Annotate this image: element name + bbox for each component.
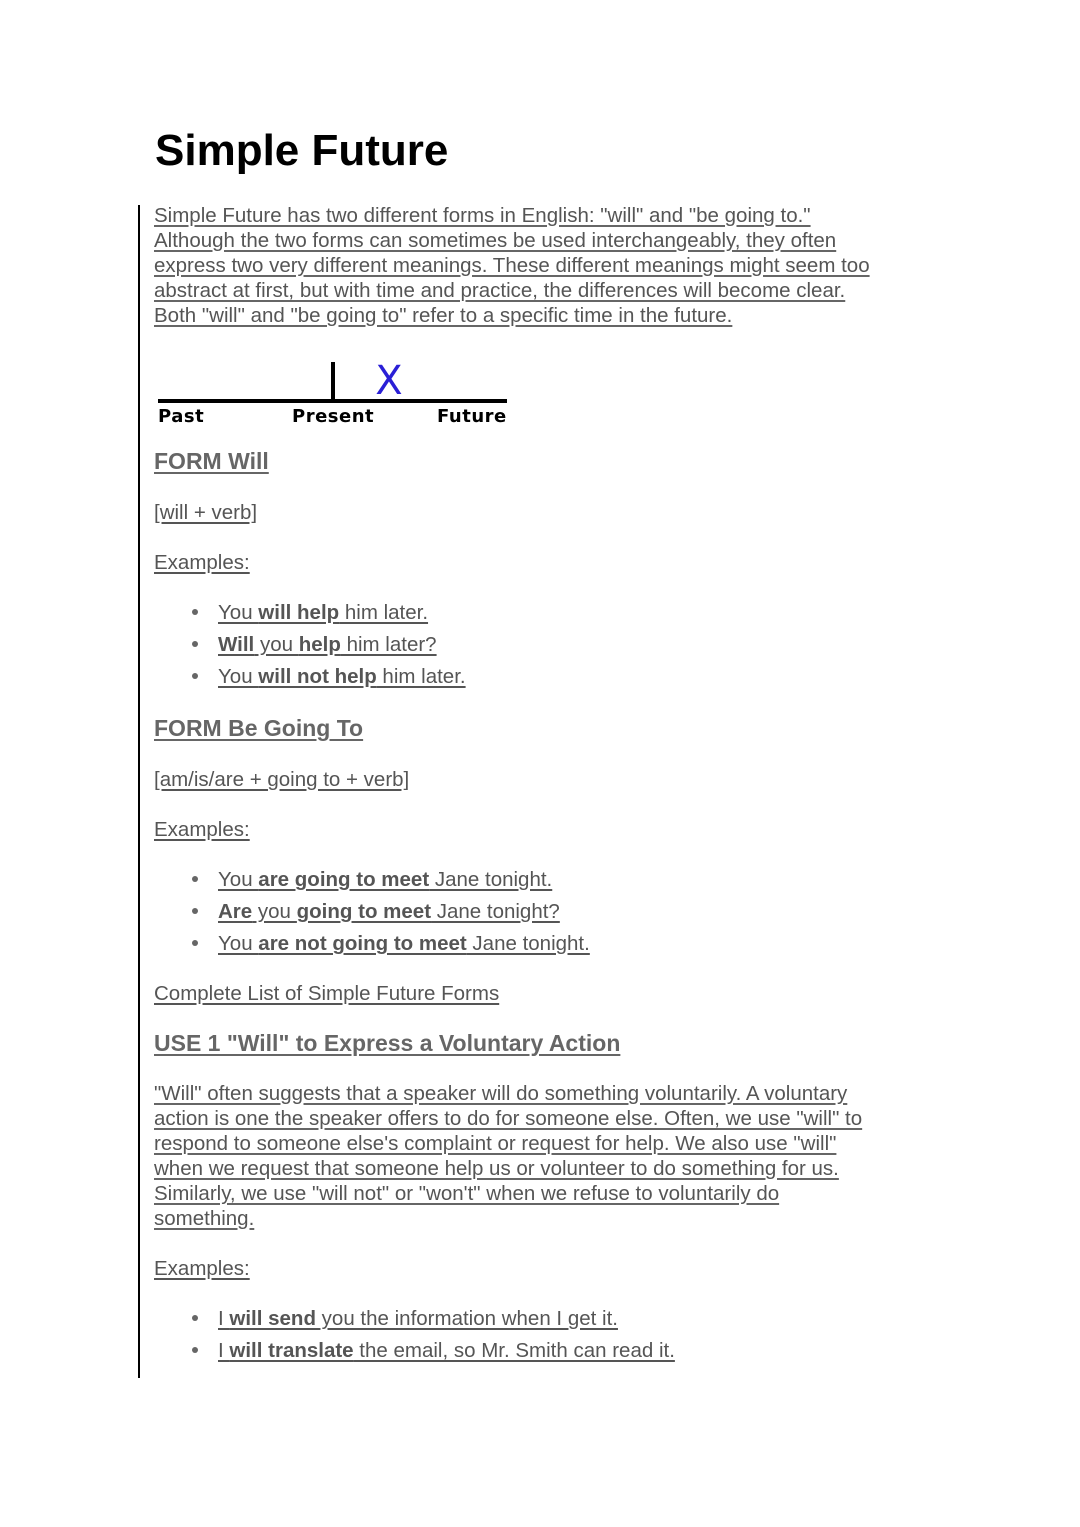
use1-line[interactable]: something. <box>154 1207 255 1230</box>
example-emphasis: Are <box>218 900 253 923</box>
bullet-icon <box>192 908 198 914</box>
example-emphasis: help <box>298 633 341 656</box>
use1-line[interactable]: action is one the speaker offers to do for someone else. Often, we use "will" to <box>154 1107 863 1130</box>
use1-line[interactable]: Similarly, we use "will not" or "won't" when we refuse to voluntarily do <box>154 1182 780 1205</box>
example-emphasis: will help <box>258 601 340 624</box>
bullet-icon <box>192 940 198 946</box>
page-title: Simple Future <box>155 126 449 175</box>
left-margin-rule <box>138 205 140 1378</box>
timeline-diagram <box>154 358 514 428</box>
timeline-label-past: Past <box>158 406 205 427</box>
example-text: him later. <box>376 665 466 688</box>
example-emphasis: are not going to meet <box>258 932 467 955</box>
example-emphasis: will translate <box>229 1339 354 1362</box>
bullet-icon <box>192 609 198 615</box>
use1-line[interactable]: respond to someone else's complaint or request for help. We also use "will" <box>154 1132 837 1155</box>
example-text: the email, so Mr. Smith can read it. <box>353 1339 675 1362</box>
form-going-examples-label[interactable]: Examples: <box>154 818 250 841</box>
form-will-examples <box>154 597 954 693</box>
example-item[interactable] <box>192 928 954 960</box>
intro-line[interactable]: Although the two forms can sometimes be used interchangeably, they often <box>154 229 837 252</box>
intro-line[interactable]: abstract at first, but with time and practice, the differences will become clear. <box>154 279 846 302</box>
intro-line[interactable]: Simple Future has two different forms in English: "will" and "be going to." <box>154 204 811 227</box>
use1-line[interactable]: "Will" often suggests that a speaker will do something voluntarily. A voluntary <box>154 1082 848 1105</box>
example-text: you <box>252 900 297 923</box>
bullet-icon <box>192 1347 198 1353</box>
use1-examples <box>154 1303 954 1367</box>
form-will-examples-label[interactable]: Examples: <box>154 551 250 574</box>
bullet-icon <box>192 641 198 647</box>
example-text: You <box>218 601 259 624</box>
bullet-icon <box>192 1315 198 1321</box>
intro-line[interactable]: Both "will" and "be going to" refer to a specific time in the future. <box>154 304 733 327</box>
example-emphasis: will send <box>229 1307 316 1330</box>
timeline-label-present: Present <box>292 406 375 427</box>
example-text: Jane tonight. <box>429 868 553 891</box>
example-emphasis: are going to meet <box>258 868 430 891</box>
example-text: You <box>218 665 259 688</box>
form-going-examples <box>154 864 954 960</box>
use1-examples-label[interactable]: Examples: <box>154 1257 250 1280</box>
example-text: you <box>254 633 299 656</box>
bullet-icon <box>192 876 198 882</box>
use1-line[interactable]: when we request that someone help us or volunteer to do something for us. <box>154 1157 839 1180</box>
form-going-heading[interactable]: FORM Be Going To <box>154 715 364 741</box>
future-marker-x: X <box>375 358 403 404</box>
use1-paragraph[interactable] <box>154 1081 954 1231</box>
example-text: him later? <box>340 633 437 656</box>
form-going-formula[interactable]: [am/is/are + going to + verb] <box>154 768 410 791</box>
example-emphasis: going to meet <box>296 900 432 923</box>
intro-line[interactable]: express two very different meanings. These different meanings might seem too <box>154 254 870 277</box>
timeline-graphic <box>154 358 514 408</box>
use1-heading[interactable]: USE 1 "Will" to Express a Voluntary Action <box>154 1030 621 1056</box>
example-item[interactable] <box>192 1303 954 1335</box>
example-emphasis: will not help <box>258 665 377 688</box>
example-text: You <box>218 868 259 891</box>
example-item[interactable] <box>192 896 954 928</box>
example-item[interactable] <box>192 629 954 661</box>
example-item[interactable] <box>192 661 954 693</box>
example-text: Jane tonight? <box>431 900 560 923</box>
form-will-heading[interactable]: FORM Will <box>154 448 269 474</box>
example-item[interactable] <box>192 597 954 629</box>
example-text: Jane tonight. <box>466 932 590 955</box>
complete-list-link[interactable]: Complete List of Simple Future Forms <box>154 982 500 1005</box>
form-will-formula[interactable]: [will + verb] <box>154 501 258 524</box>
timeline-label-future: Future <box>437 406 507 427</box>
example-text: You <box>218 932 259 955</box>
intro-paragraph[interactable] <box>154 203 954 328</box>
example-text: I <box>218 1307 230 1330</box>
example-text: him later. <box>339 601 429 624</box>
example-item[interactable] <box>192 864 954 896</box>
content-body <box>154 203 954 1367</box>
example-emphasis: Will <box>218 633 255 656</box>
bullet-icon <box>192 673 198 679</box>
example-text: you the information when I get it. <box>315 1307 618 1330</box>
example-item[interactable] <box>192 1335 954 1367</box>
example-text: I <box>218 1339 230 1362</box>
